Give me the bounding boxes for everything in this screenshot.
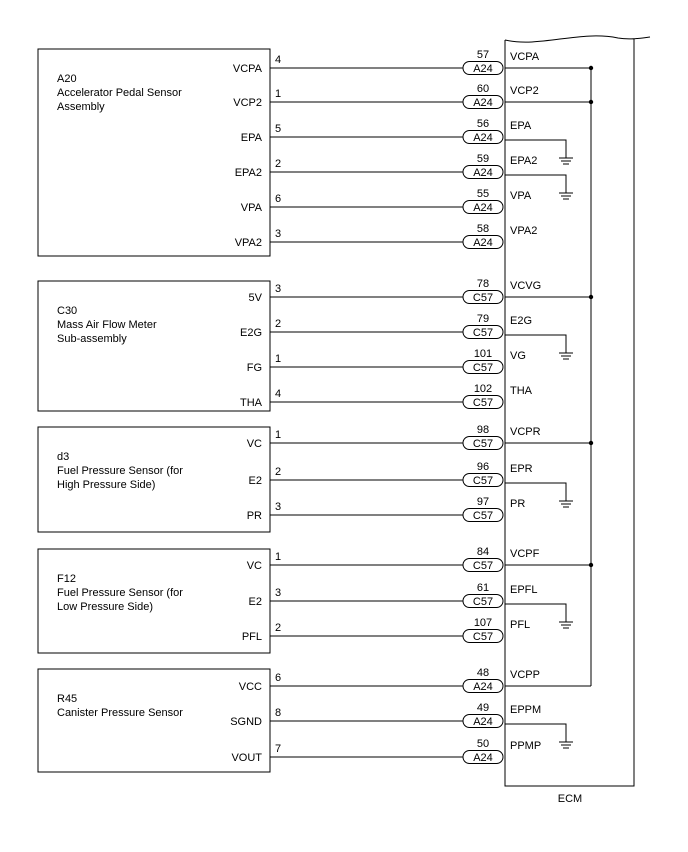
sensor-terminal: EPA xyxy=(240,132,262,144)
connector-label: A24 xyxy=(473,202,493,214)
sensor-pin: 2 xyxy=(275,318,282,330)
sensor-terminal: VPA2 xyxy=(234,237,262,249)
connector-label: A24 xyxy=(473,132,493,144)
sensor-terminal: FG xyxy=(246,362,262,374)
sensor-pin: 3 xyxy=(275,587,282,599)
connector-label: C57 xyxy=(472,362,494,374)
sensor-terminal: VCP2 xyxy=(233,97,262,109)
ecm-terminal: VPA xyxy=(510,190,532,202)
connector-label: C57 xyxy=(472,292,494,304)
ecm-terminal: VCPP xyxy=(510,669,540,681)
wire-vpa xyxy=(241,188,532,214)
ecm-terminal: EPR xyxy=(510,463,533,475)
connector-label: A24 xyxy=(473,716,493,728)
ecm-pin: 79 xyxy=(476,313,490,325)
ecm-pin: 48 xyxy=(476,667,490,679)
ecm-terminal: THA xyxy=(510,385,532,397)
wire-vcpr xyxy=(247,424,593,450)
ecm-terminal: EPPM xyxy=(510,704,542,716)
sensor-pin: 7 xyxy=(275,743,282,755)
sensor-pin: 2 xyxy=(275,622,282,634)
wire-pfl xyxy=(242,617,530,643)
sensor-pin: 4 xyxy=(275,388,282,400)
sensor-terminal: 5V xyxy=(248,292,262,304)
ecm-pin: 96 xyxy=(476,461,490,473)
junction-dot xyxy=(589,66,593,70)
wire-vcpf xyxy=(247,546,593,572)
sensor-name: Canister Pressure Sensor xyxy=(57,707,183,719)
ecm-pin: 102 xyxy=(473,383,493,395)
ecm-terminal: VCPR xyxy=(510,426,541,438)
ecm-pin: 58 xyxy=(476,223,490,235)
wire-vg xyxy=(247,348,526,374)
wire-vcvg xyxy=(249,278,594,304)
connector-label: C57 xyxy=(472,560,494,572)
connector-label: C57 xyxy=(472,397,494,409)
sensor-pin: 3 xyxy=(275,283,282,295)
sensor-name: Assembly xyxy=(57,101,105,113)
ecm-terminal: VCPA xyxy=(510,51,540,63)
ecm-pin: 101 xyxy=(473,348,493,360)
sensor-id: A20 xyxy=(57,73,77,85)
sensor-terminal: VCC xyxy=(238,681,262,693)
sensor-C30 xyxy=(38,278,593,411)
ecm-pin: 56 xyxy=(476,118,490,130)
ecm-pin: 57 xyxy=(476,49,490,61)
ecm-terminal: VCP2 xyxy=(510,85,539,97)
ecm-pin: 98 xyxy=(476,424,490,436)
wire-vcpa xyxy=(233,49,593,75)
junction-dot xyxy=(589,563,593,567)
sensor-terminal: VC xyxy=(246,560,262,572)
wire-ppmp xyxy=(231,738,541,764)
ecm-terminal: PR xyxy=(510,498,526,510)
sensor-R45 xyxy=(38,667,591,772)
ecm-terminal: EPFL xyxy=(510,584,538,596)
sensor-name: Fuel Pressure Sensor (for xyxy=(57,465,183,477)
ecm-terminal: VCVG xyxy=(510,280,542,292)
ecm-pin: 60 xyxy=(476,83,490,95)
sensor-pin: 1 xyxy=(275,551,282,563)
sensor-terminal: PR xyxy=(246,510,262,522)
junction-dot xyxy=(589,441,593,445)
ecm-terminal: PPMP xyxy=(510,740,542,752)
sensor-box xyxy=(38,281,270,411)
connector-label: A24 xyxy=(473,237,493,249)
ecm-terminal: EPA xyxy=(510,120,532,132)
sensor-name: Accelerator Pedal Sensor xyxy=(57,87,182,99)
sensor-terminal: VCPA xyxy=(232,63,262,75)
sensor-id: d3 xyxy=(57,451,70,463)
sensor-pin: 8 xyxy=(275,707,282,719)
sensor-pin: 4 xyxy=(275,54,282,66)
sensor-pin: 2 xyxy=(275,158,282,170)
sensor-name: Sub-assembly xyxy=(57,333,127,345)
sensor-pin: 3 xyxy=(275,501,282,513)
connector-label: A24 xyxy=(473,167,493,179)
ecm-terminal: E2G xyxy=(510,315,533,327)
ecm-terminal: VCPF xyxy=(510,548,540,560)
ground-symbol xyxy=(559,742,573,748)
ecm-terminal: VG xyxy=(510,350,526,362)
sensor-terminal: E2 xyxy=(248,596,262,608)
junction-dot xyxy=(589,295,593,299)
connector-label: A24 xyxy=(473,752,493,764)
sensor-terminal: EPA2 xyxy=(234,167,262,179)
wire-tha xyxy=(240,383,533,409)
connector-label: C57 xyxy=(472,475,494,487)
sensor-terminal: VPA xyxy=(240,202,262,214)
ecm-pin: 84 xyxy=(476,546,490,558)
sensor-pin: 6 xyxy=(275,672,282,684)
ecm-pin: 50 xyxy=(476,738,490,750)
ecm-pin: 55 xyxy=(476,188,490,200)
wire-vpa2 xyxy=(235,223,538,249)
sensor-terminal: VOUT xyxy=(231,752,262,764)
sensor-d3 xyxy=(38,424,593,532)
ecm-pin: 59 xyxy=(476,153,490,165)
wire-vcp2 xyxy=(233,83,593,109)
sensor-name: Fuel Pressure Sensor (for xyxy=(57,587,183,599)
ecm-label: ECM xyxy=(557,793,583,805)
connector-label: C57 xyxy=(472,438,494,450)
connector-label: C57 xyxy=(472,631,494,643)
sensor-pin: 2 xyxy=(275,466,282,478)
ground-symbol xyxy=(559,353,573,359)
sensor-pin: 1 xyxy=(275,353,282,365)
sensor-name: Mass Air Flow Meter xyxy=(57,319,157,331)
ecm-terminal: VPA2 xyxy=(510,225,538,237)
sensor-pin: 1 xyxy=(275,88,282,100)
sensor-name: High Pressure Side) xyxy=(57,479,156,491)
sensor-terminal: VC xyxy=(246,438,262,450)
connector-label: A24 xyxy=(473,97,493,109)
sensor-pin: 1 xyxy=(275,429,282,441)
sensor-name: Low Pressure Side) xyxy=(57,601,153,613)
sensor-pin: 5 xyxy=(275,123,282,135)
wire-pr xyxy=(247,496,526,522)
sensor-terminal: SGND xyxy=(230,716,262,728)
ecm-pin: 49 xyxy=(476,702,490,714)
ground-symbol xyxy=(559,158,573,164)
ground-symbol xyxy=(559,622,573,628)
sensor-terminal: PFL xyxy=(241,631,262,643)
connector-label: C57 xyxy=(472,510,494,522)
junction-dot xyxy=(589,100,593,104)
sensor-id: R45 xyxy=(57,693,78,705)
ground-symbol xyxy=(559,501,573,507)
wire-vcpp xyxy=(239,667,591,693)
sensor-id: C30 xyxy=(57,305,78,317)
connector-label: A24 xyxy=(473,681,493,693)
sensor-A20 xyxy=(38,49,593,256)
sensor-terminal: E2G xyxy=(239,327,262,339)
sensors-layer xyxy=(38,49,593,772)
ecm-terminal: EPA2 xyxy=(510,155,538,167)
sensor-F12 xyxy=(38,546,593,653)
sensor-id: F12 xyxy=(57,573,76,585)
ecm-pin: 78 xyxy=(476,278,490,290)
sensor-terminal: THA xyxy=(240,397,262,409)
ground-symbol xyxy=(559,193,573,199)
connector-label: A24 xyxy=(473,63,493,75)
connector-label: C57 xyxy=(472,596,494,608)
sensor-terminal: E2 xyxy=(248,475,262,487)
ecm-pin: 61 xyxy=(476,582,490,594)
ecm-pin: 97 xyxy=(476,496,490,508)
sensor-pin: 3 xyxy=(275,228,282,240)
connector-label: C57 xyxy=(472,327,494,339)
ecm-terminal: PFL xyxy=(510,619,531,631)
ecm-pin: 107 xyxy=(473,617,493,629)
sensor-pin: 6 xyxy=(275,193,282,205)
